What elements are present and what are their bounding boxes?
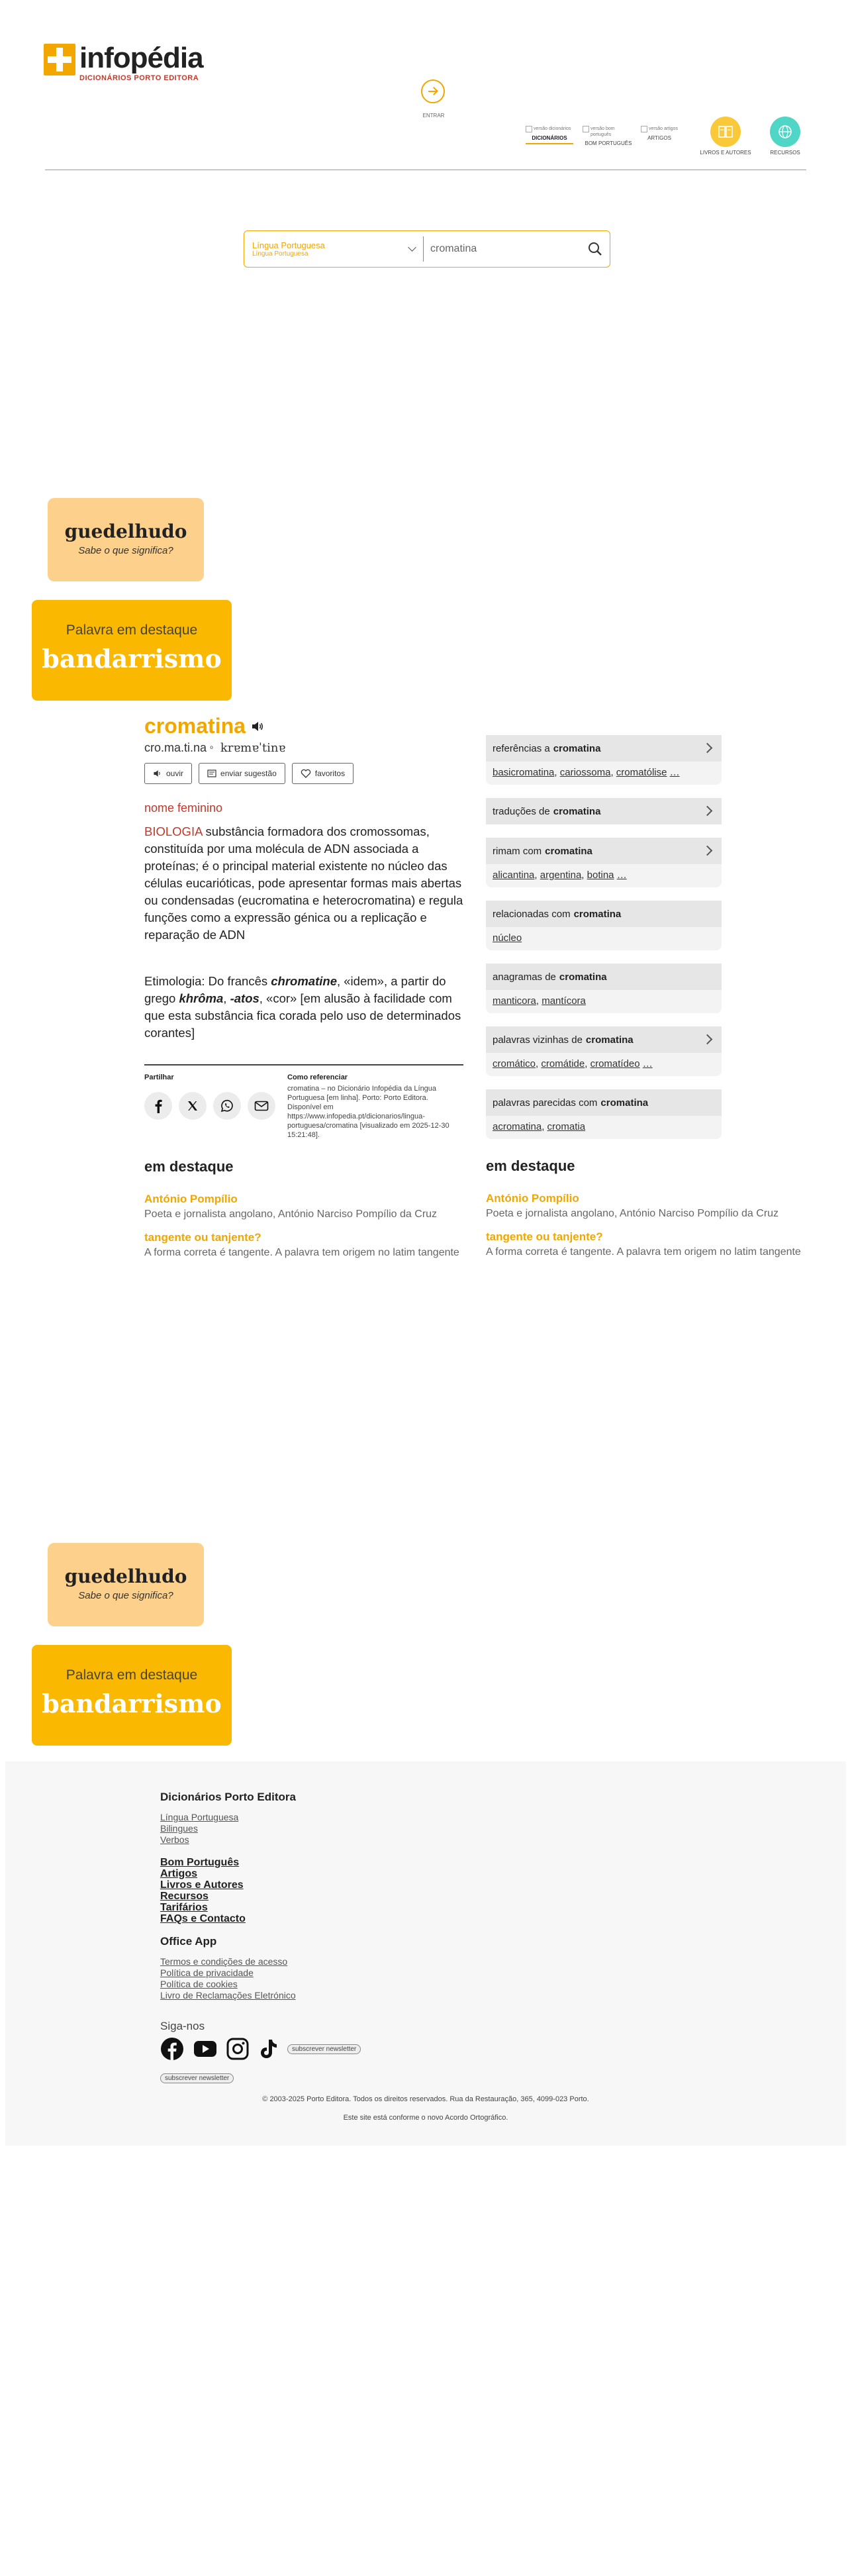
speaker-icon bbox=[153, 769, 162, 778]
featured-word-card[interactable] bbox=[32, 600, 232, 701]
featured-item-text: A forma correta é tangente. A palavra tem origem no latim tangente bbox=[144, 1247, 459, 1258]
globe-icon bbox=[770, 117, 800, 147]
nav-bom-portugues[interactable] bbox=[583, 126, 634, 146]
featured-item-title: António Pompílio bbox=[486, 1192, 579, 1205]
panel-header[interactable]: traduções de cromatina bbox=[486, 798, 722, 824]
site-logo[interactable] bbox=[44, 44, 203, 82]
featured-word-label: Palavra em destaque bbox=[66, 1667, 198, 1683]
panel-rhymes bbox=[486, 838, 722, 887]
x-twitter-icon[interactable] bbox=[179, 1092, 207, 1120]
facebook-icon[interactable] bbox=[144, 1092, 172, 1120]
orthographic-agreement-text: Este site está conforme o novo Acordo Ortográfico. bbox=[343, 2114, 508, 2122]
featured-item-title: tangente ou tanjente? bbox=[486, 1230, 603, 1243]
suggest-button[interactable] bbox=[199, 763, 285, 784]
nav-dicionarios[interactable] bbox=[526, 126, 573, 144]
search-icon bbox=[587, 241, 603, 257]
featured-heading: em destaque bbox=[144, 1158, 234, 1175]
footer-link[interactable]: Política de cookies bbox=[160, 1979, 238, 1989]
footer-link[interactable]: FAQs e Contacto bbox=[160, 1913, 246, 1924]
panel-translations bbox=[486, 798, 722, 824]
logo-subtitle: DICIONÁRIOS PORTO EDITORA bbox=[79, 74, 199, 82]
panel-neighbors bbox=[486, 1026, 722, 1076]
panel-items: cromático, cromátide, cromatídeo … bbox=[493, 1058, 653, 1069]
nav-label: ARTIGOS bbox=[647, 135, 671, 141]
entry-ipa: krɐmɐˈtinɐ bbox=[220, 741, 286, 755]
footer-title: Dicionários Porto Editora bbox=[160, 1791, 296, 1803]
instagram-icon[interactable] bbox=[226, 2038, 249, 2060]
citation-section bbox=[287, 1073, 461, 1140]
whatsapp-icon[interactable] bbox=[213, 1092, 241, 1120]
quiz-question: Sabe o que significa? bbox=[78, 1590, 173, 1601]
login-label: ENTRAR bbox=[422, 113, 445, 119]
email-icon[interactable] bbox=[248, 1092, 275, 1120]
footer-legal-links bbox=[160, 1956, 296, 2001]
word-quiz-card[interactable] bbox=[48, 1543, 204, 1626]
site-footer bbox=[5, 1761, 846, 2146]
nav-label: DICIONÁRIOS bbox=[526, 135, 573, 144]
nav-recursos[interactable] bbox=[759, 117, 812, 156]
featured-item-text: Poeta e jornalista angolano, António Narciso Pompílio da Cruz bbox=[486, 1208, 779, 1219]
footer-link[interactable]: Tarifários bbox=[160, 1902, 208, 1913]
featured-word: bandarrismo bbox=[42, 1689, 222, 1718]
pronunciation-separator-icon: ⁰ bbox=[210, 744, 213, 754]
plus-logo-icon bbox=[44, 44, 75, 75]
panel-items: manticora, mantícora bbox=[493, 995, 586, 1007]
quiz-question: Sabe o que significa? bbox=[78, 545, 173, 556]
featured-item-title: António Pompílio bbox=[144, 1193, 238, 1205]
panel-header: palavras parecidas com cromatina bbox=[486, 1089, 722, 1116]
logo-name: infopédia bbox=[79, 42, 203, 74]
featured-item[interactable] bbox=[486, 1192, 779, 1220]
nav-artigos[interactable] bbox=[641, 126, 678, 141]
quiz-word: guedelhudo bbox=[64, 520, 187, 542]
entry-etymology: Etimologia: Do francês chromatine, «idem», a partir do grego khrôma, -atos, «cor» [em alusão à facilidade com que esta substância fica corada pelo uso de determinados corantes] bbox=[144, 974, 461, 1040]
word-quiz-card[interactable] bbox=[48, 498, 204, 581]
youtube-icon[interactable] bbox=[193, 2040, 217, 2057]
broken-image-icon: versão bom português bbox=[583, 126, 634, 138]
panel-header: relacionadas com cromatina bbox=[486, 901, 722, 927]
dictionary-selected: Língua Portuguesa bbox=[252, 240, 325, 250]
footer-link[interactable]: Bilingues bbox=[160, 1823, 198, 1834]
search-button[interactable] bbox=[581, 231, 610, 267]
panel-header[interactable]: referências a cromatina bbox=[486, 735, 722, 762]
footer-link[interactable]: Língua Portuguesa bbox=[160, 1812, 239, 1822]
quiz-word: guedelhudo bbox=[64, 1565, 187, 1587]
panel-header: anagramas de cromatina bbox=[486, 964, 722, 990]
footer-link[interactable]: Política de privacidade bbox=[160, 1967, 254, 1978]
sidebar bbox=[486, 735, 801, 1258]
chevron-right-icon bbox=[702, 806, 713, 817]
share-divider bbox=[144, 1064, 463, 1065]
chevron-right-icon bbox=[702, 846, 713, 856]
tiktok-icon[interactable] bbox=[258, 2038, 278, 2059]
citation-text: cromatina – no Dicionário Infopédia da Língua Portuguesa [em linha]. Porto: Porto Editora. Disponível em https://www.infopedia.pt/dicionarios/lingua-portuguesa/cromatina [visualizado em 2025-12-30 15:21:48]. bbox=[287, 1085, 449, 1139]
footer-link[interactable]: Artigos bbox=[160, 1868, 197, 1879]
nav-label: LIVROS E AUTORES bbox=[700, 150, 751, 156]
featured-item-text: A forma correta é tangente. A palavra tem origem no latim tangente bbox=[486, 1246, 801, 1258]
panel-similar bbox=[486, 1089, 722, 1139]
footer-link[interactable]: Termos e condições de acesso bbox=[160, 1956, 288, 1967]
panel-items: acromatina, cromatia bbox=[493, 1121, 586, 1132]
dictionary-selected-sub: Língua Portuguesa bbox=[252, 250, 308, 258]
panel-references bbox=[486, 735, 722, 785]
login-button[interactable] bbox=[421, 79, 445, 103]
newsletter-button[interactable]: subscrever newsletter bbox=[287, 2044, 361, 2054]
entry-definition bbox=[144, 823, 463, 944]
footer-link[interactable]: Bom Português bbox=[160, 1857, 240, 1868]
share-section bbox=[144, 1073, 287, 1140]
dictionary-entry bbox=[144, 714, 463, 1259]
entry-pronunciation bbox=[144, 741, 463, 755]
panel-items: basicromatina, cariossoma, cromatólise … bbox=[493, 767, 680, 778]
entry-headword: cromatina bbox=[144, 714, 246, 738]
chevron-right-icon bbox=[702, 1034, 713, 1045]
footer-link[interactable]: Livro de Reclamações Eletrónico bbox=[160, 1990, 296, 2001]
footer-link[interactable]: Livros e Autores bbox=[160, 1879, 244, 1891]
speaker-icon[interactable] bbox=[251, 720, 264, 733]
footer-dictionary-links bbox=[160, 1812, 238, 1846]
broken-image-icon: versão artigos bbox=[641, 126, 678, 132]
favorites-button[interactable] bbox=[292, 763, 354, 784]
login-arrow-icon bbox=[428, 91, 436, 92]
featured-heading: em destaque bbox=[486, 1158, 575, 1174]
panel-anagrams bbox=[486, 964, 722, 1013]
featured-word-card[interactable] bbox=[32, 1645, 232, 1746]
citation-heading: Como referenciar bbox=[287, 1073, 348, 1081]
panel-items: alicantina, argentina, botina … bbox=[493, 869, 627, 881]
footer-main-links bbox=[160, 1857, 246, 1924]
footer-link[interactable]: Recursos bbox=[160, 1891, 209, 1902]
suggest-label: enviar sugestão bbox=[220, 769, 277, 778]
nav-label: RECURSOS bbox=[770, 150, 800, 156]
favorites-label: favoritos bbox=[314, 769, 346, 778]
share-heading: Partilhar bbox=[144, 1073, 174, 1081]
newsletter-button[interactable]: subscrever newsletter bbox=[160, 2073, 234, 2083]
nav-livros-e-autores[interactable] bbox=[694, 117, 757, 156]
featured-word: bandarrismo bbox=[42, 644, 222, 673]
suggestion-icon bbox=[207, 769, 216, 777]
featured-word-label: Palavra em destaque bbox=[66, 622, 198, 638]
follow-label: Siga-nos bbox=[160, 2020, 205, 2032]
featured-section bbox=[144, 1158, 463, 1259]
entry-syllables: cro.ma.ti.na bbox=[144, 741, 207, 754]
office-app-heading: Office App bbox=[160, 1935, 217, 1948]
panel-items: núcleo bbox=[493, 932, 522, 944]
listen-label: ouvir bbox=[166, 769, 184, 778]
panel-header[interactable]: rimam com cromatina bbox=[486, 838, 722, 864]
facebook-icon[interactable] bbox=[160, 2037, 184, 2061]
featured-item-text: Poeta e jornalista angolano, António Narciso Pompílio da Cruz bbox=[144, 1209, 438, 1220]
nav-label: BOM PORTUGUÊS bbox=[585, 140, 632, 146]
subject-area[interactable]: BIOLOGIA bbox=[144, 824, 203, 838]
heart-icon bbox=[301, 769, 311, 778]
part-of-speech: nome feminino bbox=[144, 801, 223, 815]
chevron-right-icon bbox=[702, 743, 713, 754]
footer-link[interactable]: Verbos bbox=[160, 1834, 189, 1845]
panel-header[interactable]: palavras vizinhas de cromatina bbox=[486, 1026, 722, 1053]
copyright-text: © 2003-2025 Porto Editora. Todos os direitos reservados. Rua da Restauração, 365, 4099-023 Porto. bbox=[262, 2095, 589, 2103]
broken-image-icon: versão dicionários bbox=[526, 126, 573, 132]
search-bar bbox=[244, 230, 610, 268]
footer-social bbox=[160, 2020, 361, 2083]
definition-text: substância formadora dos cromossomas, constituída por uma molécula de ADN associada a proteínas; é o principal material existente no núcleo das células eucarióticas, pode apresentar formas mais abertas ou condensadas (eucromatina e heterocromatina) e regula funções como a expressão génica ou a replicação e reparação de ADN bbox=[144, 824, 463, 942]
featured-item[interactable] bbox=[486, 1230, 801, 1258]
search-input[interactable] bbox=[424, 231, 581, 267]
listen-button[interactable] bbox=[144, 763, 192, 784]
dictionary-select[interactable] bbox=[244, 231, 423, 267]
panel-related bbox=[486, 901, 722, 950]
featured-item[interactable] bbox=[144, 1193, 463, 1220]
sidebar-featured-section bbox=[486, 1158, 801, 1258]
featured-item[interactable] bbox=[144, 1231, 463, 1259]
books-icon bbox=[710, 117, 741, 147]
featured-item-title: tangente ou tanjente? bbox=[144, 1231, 261, 1244]
